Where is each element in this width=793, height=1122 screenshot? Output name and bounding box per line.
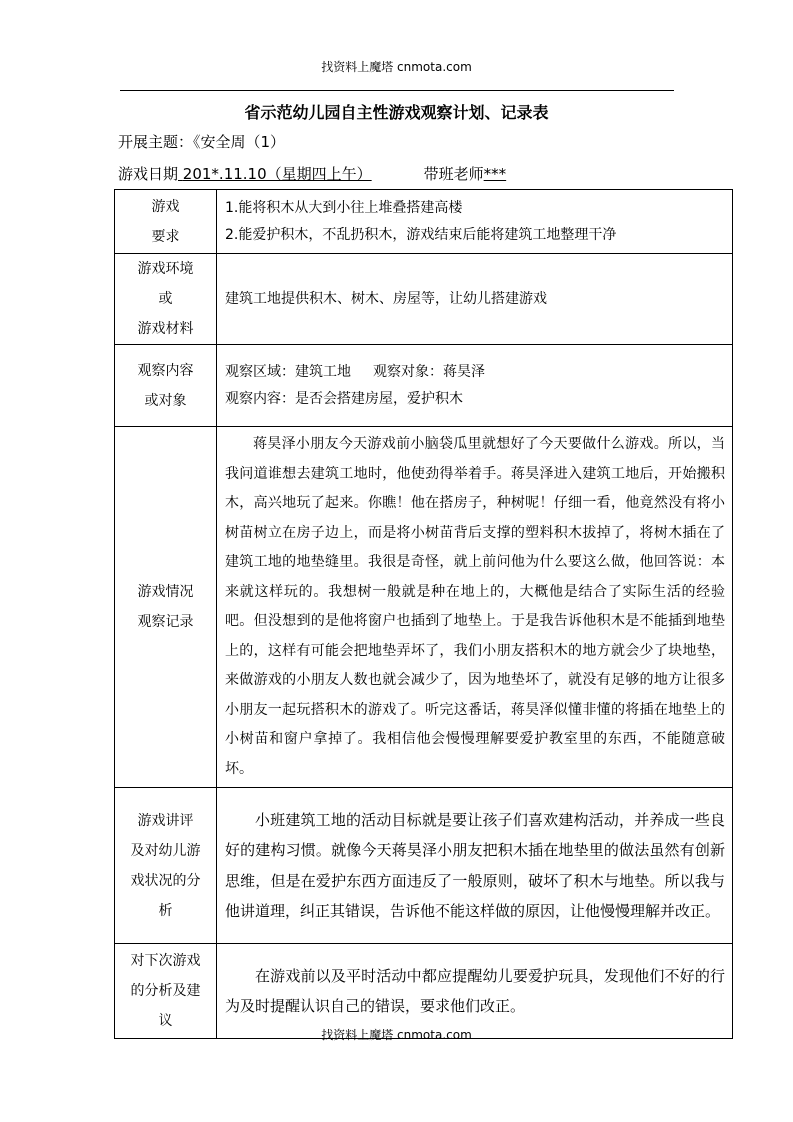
row-label-observation-target: 观察内容 或对象 [115, 345, 217, 427]
date-label: 游戏日期 [118, 165, 179, 183]
table-row-environment [115, 254, 733, 345]
table-row-suggestions [115, 944, 733, 1039]
teacher-value: *** [483, 165, 507, 183]
table-row-observation-target [115, 345, 733, 427]
header-divider [120, 90, 674, 91]
row-label-suggestions: 对下次游戏 的分析及建 议 [115, 944, 217, 1039]
observation-table [114, 189, 733, 1039]
table-row-requirements [115, 190, 733, 254]
teacher-label: 带班老师 [423, 165, 484, 183]
table-row-evaluation [115, 788, 733, 944]
row-label-requirements: 游戏 要求 [115, 190, 217, 254]
date-teacher-line [118, 163, 528, 184]
row-content-observation-target [217, 345, 733, 427]
observation-target: 观察对象：蒋昊泽 [373, 363, 485, 380]
observation-area: 观察区域：建筑工地 [225, 363, 351, 380]
row-content-suggestions: 在游戏前以及平时活动中都应提醒幼儿要爱护玩具，发现他们不好的行为及时提醒认识自己的错误，要求他们改正。 [217, 944, 733, 1039]
row-label-observation-record: 游戏情况 观察记录 [115, 427, 217, 788]
row-content-environment: 建筑工地提供积木、树木、房屋等，让幼儿搭建游戏 [217, 254, 733, 345]
page-footer-watermark: 找资料上魔塔 cnmota.com [321, 1028, 472, 1042]
row-content-evaluation: 小班建筑工地的活动目标就是要让孩子们喜欢建构活动，并养成一些良好的建构习惯。就像今天蒋昊泽小朋友把积木插在地垫里的做法虽然有创新思维，但是在爱护东西方面违反了一般原则，破坏了积木与地垫。所以我与他讲道理，纠正其错误，告诉他不能这样做的原因，让他慢慢理解并改正。 [217, 788, 733, 944]
observation-content: 观察内容：是否会搭建房屋，爱护积木 [225, 390, 463, 407]
row-content-observation-record: 蒋昊泽小朋友今天游戏前小脑袋瓜里就想好了今天要做什么游戏。所以，当我问道谁想去建筑工地时，他使劲得举着手。蒋昊泽进入建筑工地后，开始搬积木，高兴地玩了起来。你瞧！他在搭房子，种树呢！仔细一看，他竟然没有将小树苗树立在房子边上，而是将小树苗背后支撑的塑料积木拔掉了，将树木插在了建筑工地的地垫缝里。我很是奇怪，就上前问他为什么要这么做，他回答说：本来就这样玩的。我想树一般就是种在地上的，大概他是结合了实际生活的经验吧。但没想到的是他将窗户也插到了地垫上。于是我告诉他积木是不能插到地垫上的，这样有可能会把地垫弄坏了，我们小朋友搭积木的地方就会少了块地垫，来做游戏的小朋友人数也就会减少了，因为地垫坏了，就没有足够的地方让很多小朋友一起玩搭积木的游戏了。听完这番话，蒋昊泽似懂非懂的将插在地垫上的小树苗和窗户拿掉了。我相信他会慢慢理解要爱护教室里的东西，不能随意破坏。 [217, 427, 733, 788]
row-label-environment: 游戏环境 或 游戏材料 [115, 254, 217, 345]
theme-line [118, 131, 285, 152]
row-content-requirements: 1.能将积木从大到小往上堆叠搭建高楼 2.能爱护积木，不乱扔积木，游戏结束后能将建筑工地整理干净 [217, 190, 733, 254]
date-value: 201*.11.10（星期四上午） [182, 165, 372, 183]
table-row-observation-record [115, 427, 733, 788]
theme-value: 《安全周（1） [193, 133, 286, 151]
document-title: 省示范幼儿园自主性游戏观察计划、记录表 [244, 103, 549, 122]
row-label-evaluation: 游戏讲评 及对幼儿游 戏状况的分 析 [115, 788, 217, 944]
theme-label: 开展主题： [118, 133, 194, 151]
page-header-watermark: 找资料上魔塔 cnmota.com [321, 60, 472, 74]
